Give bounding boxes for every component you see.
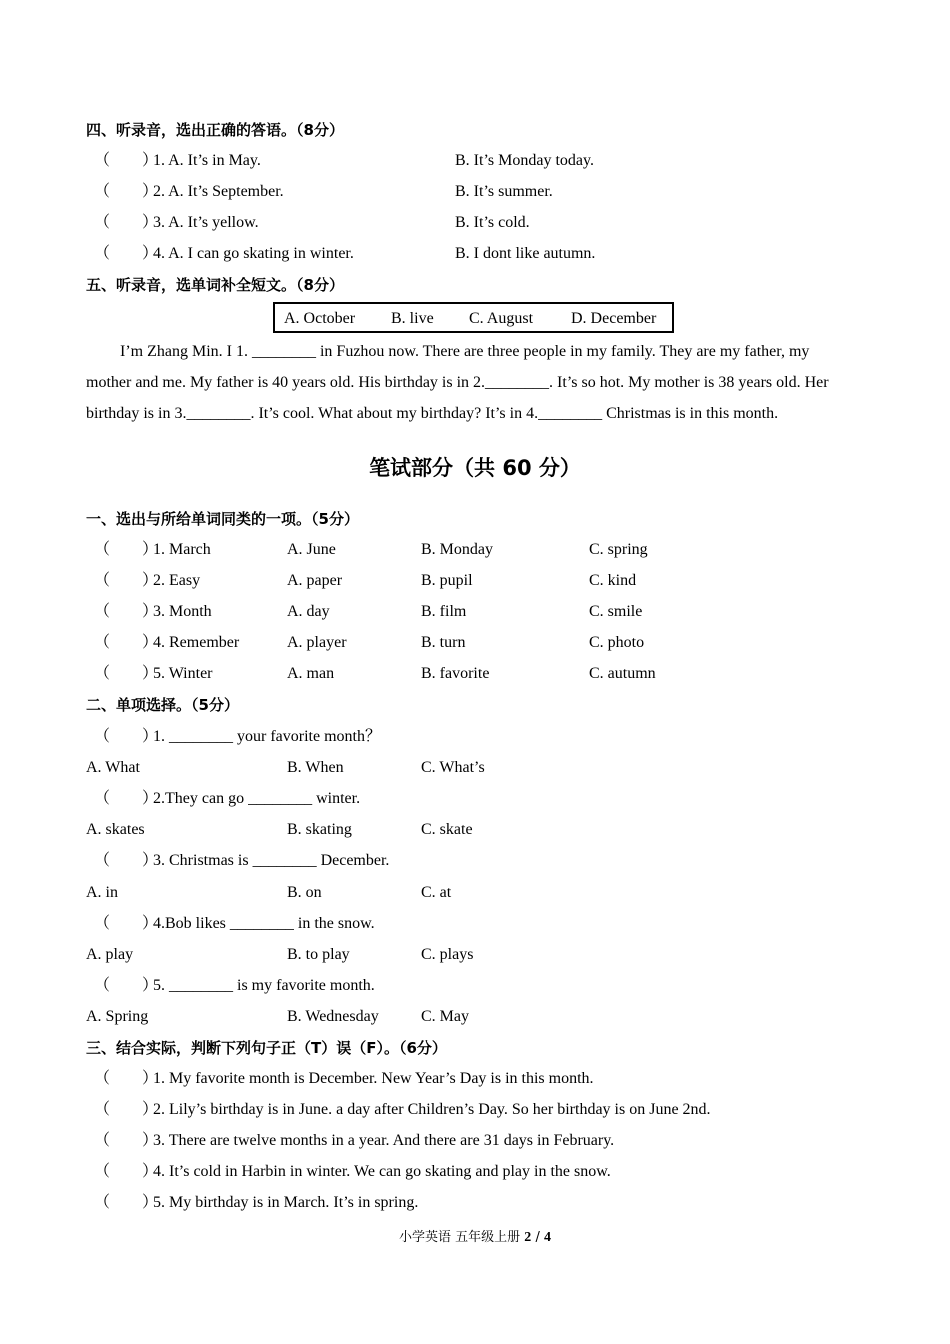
heading-text: 五、听录音，选单词补全短文。（8分）: [86, 276, 344, 294]
section-4-heading: [0, 118, 950, 142]
page-number: 2: [524, 1230, 532, 1245]
answer-paren[interactable]: （ ）: [94, 1101, 159, 1118]
list-item: [0, 600, 950, 624]
list-item: [0, 1160, 950, 1184]
answer-paren[interactable]: （ ）: [94, 852, 159, 869]
option-a: A. player: [287, 634, 347, 651]
heading-text: 二、单项选择。（5分）: [86, 696, 239, 714]
statement-text: 2. Lily’s birthday is in June. a day after Children’s Day. So her birthday is on June 2nd.: [153, 1101, 711, 1118]
footer-subject: 小学英语 五年级上册: [399, 1230, 521, 1245]
option-b: B. Wednesday: [287, 1008, 379, 1025]
list-item: [0, 1191, 950, 1215]
option-b: B. It’s cold.: [455, 214, 530, 231]
question-row: [0, 849, 950, 873]
list-item: [0, 538, 950, 562]
question-text: 1. ________ your favorite month？: [153, 728, 381, 745]
answer-paren[interactable]: （ ）: [94, 152, 159, 169]
question-row: [0, 725, 950, 749]
option-c: C. at: [421, 884, 452, 901]
list-item: [0, 180, 950, 204]
list-item: [0, 631, 950, 655]
page-title: 笔试部分（共 60 分）: [369, 456, 581, 480]
question-text: 5. ________ is my favorite month.: [153, 977, 375, 994]
option-c: C. autumn: [589, 665, 656, 682]
passage-line: birthday is in 3.________. It’s cool. What about my birthday? It’s in 4.________ Christmas is in this month.: [86, 405, 779, 422]
heading-text: 一、选出与所给单词同类的一项。（5分）: [86, 510, 359, 528]
page-footer: [0, 1226, 950, 1246]
question-word: 2. Easy: [153, 572, 201, 589]
option-c: C. spring: [589, 541, 648, 558]
option-b: B. It’s summer.: [455, 183, 553, 200]
section-1-heading: [0, 507, 950, 531]
section-3-heading: [0, 1036, 950, 1060]
option-b: B. pupil: [421, 572, 473, 589]
question-word: 1. March: [153, 541, 211, 558]
statement-text: 3. There are twelve months in a year. And there are 31 days in February.: [153, 1132, 615, 1149]
question-row: [0, 787, 950, 811]
option-a: A. day: [287, 603, 330, 620]
option-a: A. skates: [86, 821, 145, 838]
option-c: C. photo: [589, 634, 645, 651]
option-a: 4. A. I can go skating in winter.: [153, 245, 354, 262]
option-c: C. What’s: [421, 759, 485, 776]
question-word: 3. Month: [153, 603, 212, 620]
option-b: B. favorite: [421, 665, 490, 682]
answer-paren[interactable]: （ ）: [94, 183, 159, 200]
answer-paren[interactable]: （ ）: [94, 790, 159, 807]
option-c: C. kind: [589, 572, 637, 589]
option-a: 3. A. It’s yellow.: [153, 214, 259, 231]
answer-paren[interactable]: （ ）: [94, 1132, 159, 1149]
options-row: [0, 881, 950, 905]
list-item: [0, 1067, 950, 1091]
option-b: B. to play: [287, 946, 350, 963]
list-item: [0, 569, 950, 593]
option-c: C. skate: [421, 821, 473, 838]
list-item: [0, 149, 950, 173]
option-a: A. play: [86, 946, 134, 963]
option-a: A. June: [287, 541, 336, 558]
question-text: 2.They can go ________ winter.: [153, 790, 361, 807]
option-b: B. skating: [287, 821, 352, 838]
answer-paren[interactable]: （ ）: [94, 214, 159, 231]
list-item: [0, 1098, 950, 1122]
passage-line: I’m Zhang Min. I 1. ________ in Fuzhou now. There are three people in my family. They are my father, my: [120, 343, 810, 360]
question-text: 3. Christmas is ________ December.: [153, 852, 390, 869]
answer-paren[interactable]: （ ）: [94, 541, 159, 558]
word-bank: [273, 302, 674, 333]
option-b: B. I dont like autumn.: [455, 245, 596, 262]
option-a: 1. A. It’s in May.: [153, 152, 261, 169]
word-option: A. October: [284, 310, 356, 327]
option-a: A. Spring: [86, 1008, 149, 1025]
statement-text: 4. It’s cold in Harbin in winter. We can go skating and play in the snow.: [153, 1163, 611, 1180]
answer-paren[interactable]: （ ）: [94, 915, 159, 932]
statement-text: 1. My favorite month is December. New Year’s Day is in this month.: [153, 1070, 594, 1087]
question-row: [0, 974, 950, 998]
list-item: [0, 1129, 950, 1153]
word-option: C. August: [469, 310, 534, 327]
option-a: A. What: [86, 759, 140, 776]
answer-paren[interactable]: （ ）: [94, 1163, 159, 1180]
list-item: [0, 662, 950, 686]
answer-paren[interactable]: （ ）: [94, 1070, 159, 1087]
option-c: C. May: [421, 1008, 469, 1025]
question-word: 4. Remember: [153, 634, 240, 651]
heading-text: 三、结合实际，判断下列句子正（T）误（F）。（6分）: [86, 1039, 447, 1057]
answer-paren[interactable]: （ ）: [94, 603, 159, 620]
question-row: [0, 912, 950, 936]
option-a: A. paper: [287, 572, 343, 589]
section-5-heading: [0, 273, 950, 297]
answer-paren[interactable]: （ ）: [94, 634, 159, 651]
option-b: B. When: [287, 759, 344, 776]
answer-paren[interactable]: （ ）: [94, 245, 159, 262]
answer-paren[interactable]: （ ）: [94, 572, 159, 589]
list-item: [0, 242, 950, 266]
page-total: 4: [543, 1230, 551, 1245]
section-2-heading: [0, 693, 950, 717]
options-row: [0, 818, 950, 842]
word-option: B. live: [391, 310, 434, 327]
page-separator: /: [535, 1230, 540, 1245]
option-b: B. on: [287, 884, 322, 901]
options-row: [0, 943, 950, 967]
answer-paren[interactable]: （ ）: [94, 665, 159, 682]
statement-text: 5. My birthday is in March. It’s in spring.: [153, 1194, 419, 1211]
option-c: C. plays: [421, 946, 474, 963]
heading-text: 四、听录音，选出正确的答语。（8分）: [86, 121, 344, 139]
option-c: C. smile: [589, 603, 643, 620]
answer-paren[interactable]: （ ）: [94, 728, 159, 745]
question-text: 4.Bob likes ________ in the snow.: [153, 915, 375, 932]
option-b: B. turn: [421, 634, 466, 651]
answer-paren[interactable]: （ ）: [94, 1194, 159, 1211]
option-b: B. film: [421, 603, 467, 620]
passage-line: mother and me. My father is 40 years old. His birthday is in 2.________. It’s so hot. My mother is 38 years old. Her: [86, 374, 829, 391]
option-b: B. Monday: [421, 541, 493, 558]
question-word: 5. Winter: [153, 665, 213, 682]
word-option: D. December: [571, 310, 657, 327]
option-b: B. It’s Monday today.: [455, 152, 594, 169]
options-row: [0, 756, 950, 780]
option-a: 2. A. It’s September.: [153, 183, 284, 200]
list-item: [0, 211, 950, 235]
option-a: A. in: [86, 884, 118, 901]
options-row: [0, 1005, 950, 1029]
answer-paren[interactable]: （ ）: [94, 977, 159, 994]
option-a: A. man: [287, 665, 335, 682]
